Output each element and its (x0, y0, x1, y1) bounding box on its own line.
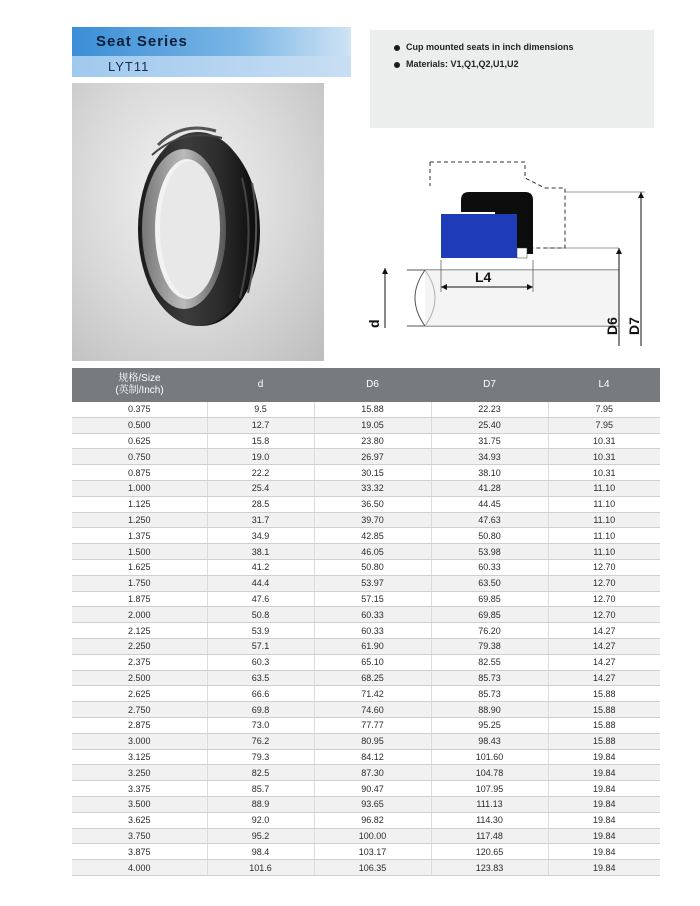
table-row (72, 702, 660, 718)
cell-size: 1.250 (72, 512, 207, 528)
cell-size: 3.875 (72, 844, 207, 860)
table-row (72, 402, 660, 417)
cell-size: 0.375 (72, 402, 207, 417)
cell-size: 4.000 (72, 860, 207, 876)
cell-d6: 23.80 (314, 433, 431, 449)
cell-d6: 77.77 (314, 717, 431, 733)
table-row (72, 559, 660, 575)
header-size-line: (英制/Inch) (115, 385, 164, 396)
cell-d7: 44.45 (431, 496, 548, 512)
cell-d6: 100.00 (314, 828, 431, 844)
cell-size: 3.000 (72, 733, 207, 749)
cell-l4: 7.95 (548, 417, 660, 433)
cell-d6: 90.47 (314, 781, 431, 797)
header-d6: D6 (314, 368, 431, 402)
table-header-row (72, 368, 660, 402)
cell-l4: 12.70 (548, 559, 660, 575)
cell-d6: 15.88 (314, 402, 431, 417)
cell-l4: 19.84 (548, 812, 660, 828)
cell-size: 3.125 (72, 749, 207, 765)
cell-d: 92.0 (207, 812, 314, 828)
cell-d7: 117.48 (431, 828, 548, 844)
cell-size: 2.750 (72, 702, 207, 718)
cell-l4: 15.88 (548, 717, 660, 733)
cell-d: 73.0 (207, 717, 314, 733)
cell-d: 98.4 (207, 844, 314, 860)
table-row (72, 575, 660, 591)
cell-d6: 50.80 (314, 559, 431, 575)
cell-d: 38.1 (207, 544, 314, 560)
cell-l4: 10.31 (548, 449, 660, 465)
cell-d: 25.4 (207, 480, 314, 496)
features-panel (370, 30, 654, 128)
cell-d: 12.7 (207, 417, 314, 433)
cell-d7: 76.20 (431, 623, 548, 639)
bullet-icon (394, 62, 400, 68)
cell-d6: 19.05 (314, 417, 431, 433)
cell-d6: 46.05 (314, 544, 431, 560)
cell-d: 82.5 (207, 765, 314, 781)
cell-d7: 104.78 (431, 765, 548, 781)
cell-l4: 15.88 (548, 733, 660, 749)
cell-l4: 19.84 (548, 796, 660, 812)
cell-d6: 87.30 (314, 765, 431, 781)
cell-d7: 41.28 (431, 480, 548, 496)
cell-l4: 14.27 (548, 623, 660, 639)
cell-size: 2.875 (72, 717, 207, 733)
table-row (72, 607, 660, 623)
cell-size: 3.250 (72, 765, 207, 781)
cell-d7: 60.33 (431, 559, 548, 575)
table-row (72, 654, 660, 670)
header-l4: L4 (548, 368, 660, 402)
cell-d6: 96.82 (314, 812, 431, 828)
cell-l4: 7.95 (548, 402, 660, 417)
cell-d: 88.9 (207, 796, 314, 812)
table-row (72, 765, 660, 781)
cell-d7: 47.63 (431, 512, 548, 528)
cell-l4: 15.88 (548, 686, 660, 702)
table-row (72, 544, 660, 560)
series-title-box (72, 27, 351, 77)
cell-d: 69.8 (207, 702, 314, 718)
cell-size: 2.500 (72, 670, 207, 686)
cell-d7: 63.50 (431, 575, 548, 591)
table-row (72, 812, 660, 828)
cell-d: 28.5 (207, 496, 314, 512)
cell-d: 79.3 (207, 749, 314, 765)
cell-d: 22.2 (207, 465, 314, 481)
table-row (72, 449, 660, 465)
cell-size: 1.750 (72, 575, 207, 591)
cell-size: 0.500 (72, 417, 207, 433)
table-row (72, 496, 660, 512)
model-name: LYT11 (72, 56, 351, 77)
cell-l4: 19.84 (548, 844, 660, 860)
cell-d7: 85.73 (431, 686, 548, 702)
table-row (72, 860, 660, 876)
cell-d6: 33.32 (314, 480, 431, 496)
cell-d: 34.9 (207, 528, 314, 544)
cell-l4: 12.70 (548, 591, 660, 607)
header-size-line: 规格/Size (118, 373, 161, 384)
cell-d7: 123.83 (431, 860, 548, 876)
cell-d6: 80.95 (314, 733, 431, 749)
cell-l4: 15.88 (548, 702, 660, 718)
cell-d7: 114.30 (431, 812, 548, 828)
cell-l4: 19.84 (548, 828, 660, 844)
cell-size: 1.125 (72, 496, 207, 512)
cell-d6: 53.97 (314, 575, 431, 591)
cell-d7: 22.23 (431, 402, 548, 417)
cell-d7: 107.95 (431, 781, 548, 797)
cell-d: 95.2 (207, 828, 314, 844)
table-row (72, 528, 660, 544)
cell-l4: 11.10 (548, 496, 660, 512)
cell-d7: 79.38 (431, 638, 548, 654)
cell-d7: 111.13 (431, 796, 548, 812)
cell-l4: 11.10 (548, 544, 660, 560)
cell-d7: 101.60 (431, 749, 548, 765)
cell-d: 31.7 (207, 512, 314, 528)
cell-d6: 61.90 (314, 638, 431, 654)
table-row (72, 781, 660, 797)
cell-size: 2.125 (72, 623, 207, 639)
cell-l4: 11.10 (548, 480, 660, 496)
cell-d6: 93.65 (314, 796, 431, 812)
product-photo (72, 83, 324, 361)
cell-d: 60.3 (207, 654, 314, 670)
cell-d: 66.6 (207, 686, 314, 702)
cell-size: 3.500 (72, 796, 207, 812)
cell-d: 9.5 (207, 402, 314, 417)
table-row (72, 828, 660, 844)
cell-d: 101.6 (207, 860, 314, 876)
table-row (72, 623, 660, 639)
cell-size: 0.625 (72, 433, 207, 449)
cell-d6: 74.60 (314, 702, 431, 718)
cell-d7: 69.85 (431, 591, 548, 607)
cell-l4: 10.31 (548, 465, 660, 481)
cell-d: 47.6 (207, 591, 314, 607)
cell-d6: 65.10 (314, 654, 431, 670)
cell-d6: 57.15 (314, 591, 431, 607)
cell-size: 1.375 (72, 528, 207, 544)
cell-d6: 103.17 (314, 844, 431, 860)
dimension-d-label: d (366, 319, 382, 328)
cell-d6: 30.15 (314, 465, 431, 481)
cell-d7: 34.93 (431, 449, 548, 465)
cell-d6: 71.42 (314, 686, 431, 702)
table-row (72, 512, 660, 528)
cell-size: 3.625 (72, 812, 207, 828)
cell-d: 41.2 (207, 559, 314, 575)
cell-d: 85.7 (207, 781, 314, 797)
cell-size: 0.750 (72, 449, 207, 465)
cell-d: 57.1 (207, 638, 314, 654)
table-row (72, 733, 660, 749)
bullet-icon (394, 45, 400, 51)
cell-d7: 38.10 (431, 465, 548, 481)
table-row (72, 465, 660, 481)
header-d7: D7 (431, 368, 548, 402)
table-row (72, 480, 660, 496)
cell-size: 2.250 (72, 638, 207, 654)
cell-size: 2.375 (72, 654, 207, 670)
cell-size: 1.625 (72, 559, 207, 575)
cell-size: 3.750 (72, 828, 207, 844)
table-row (72, 591, 660, 607)
cell-l4: 11.10 (548, 512, 660, 528)
cell-d6: 26.97 (314, 449, 431, 465)
table-body (72, 402, 660, 875)
cell-size: 0.875 (72, 465, 207, 481)
dimension-d6-label: D6 (604, 317, 620, 335)
cell-d6: 42.85 (314, 528, 431, 544)
table-row (72, 686, 660, 702)
cell-l4: 14.27 (548, 638, 660, 654)
cell-d6: 36.50 (314, 496, 431, 512)
cell-d: 63.5 (207, 670, 314, 686)
cell-d7: 85.73 (431, 670, 548, 686)
cell-l4: 12.70 (548, 607, 660, 623)
cell-d7: 98.43 (431, 733, 548, 749)
cell-d7: 95.25 (431, 717, 548, 733)
cell-d6: 39.70 (314, 512, 431, 528)
cell-d6: 60.33 (314, 607, 431, 623)
table-row (72, 749, 660, 765)
cell-l4: 11.10 (548, 528, 660, 544)
cell-d: 76.2 (207, 733, 314, 749)
cell-d7: 25.40 (431, 417, 548, 433)
cell-size: 3.375 (72, 781, 207, 797)
dimension-l4-label: L4 (475, 269, 492, 285)
cell-size: 1.875 (72, 591, 207, 607)
cell-d: 44.4 (207, 575, 314, 591)
cell-size: 2.000 (72, 607, 207, 623)
cell-l4: 14.27 (548, 670, 660, 686)
cell-d7: 120.65 (431, 844, 548, 860)
cell-d6: 68.25 (314, 670, 431, 686)
dimensions-table (72, 368, 660, 876)
header-size (72, 368, 207, 402)
feature-item: Cup mounted seats in inch dimensions (394, 42, 574, 52)
table-row (72, 670, 660, 686)
series-title: Seat Series (72, 27, 351, 56)
cell-d: 50.8 (207, 607, 314, 623)
cell-d6: 60.33 (314, 623, 431, 639)
cell-l4: 14.27 (548, 654, 660, 670)
cell-d7: 31.75 (431, 433, 548, 449)
table-row (72, 417, 660, 433)
feature-item: Materials: V1,Q1,Q2,U1,U2 (394, 59, 519, 69)
cell-d7: 88.90 (431, 702, 548, 718)
cell-d7: 53.98 (431, 544, 548, 560)
cell-l4: 19.84 (548, 860, 660, 876)
cell-size: 2.625 (72, 686, 207, 702)
table-row (72, 844, 660, 860)
cell-size: 1.500 (72, 544, 207, 560)
technical-drawing (365, 150, 665, 350)
table-row (72, 717, 660, 733)
cell-l4: 19.84 (548, 749, 660, 765)
cell-d6: 84.12 (314, 749, 431, 765)
header-d: d (207, 368, 314, 402)
cell-l4: 12.70 (548, 575, 660, 591)
cell-d: 53.9 (207, 623, 314, 639)
cell-d: 19.0 (207, 449, 314, 465)
table-row (72, 433, 660, 449)
cell-d6: 106.35 (314, 860, 431, 876)
cell-l4: 19.84 (548, 781, 660, 797)
cell-l4: 19.84 (548, 765, 660, 781)
cell-l4: 10.31 (548, 433, 660, 449)
cell-d7: 82.55 (431, 654, 548, 670)
cell-size: 1.000 (72, 480, 207, 496)
cell-d7: 69.85 (431, 607, 548, 623)
cell-d: 15.8 (207, 433, 314, 449)
dimension-d7-label: D7 (626, 317, 642, 335)
table-row (72, 638, 660, 654)
table-row (72, 796, 660, 812)
cell-d7: 50.80 (431, 528, 548, 544)
